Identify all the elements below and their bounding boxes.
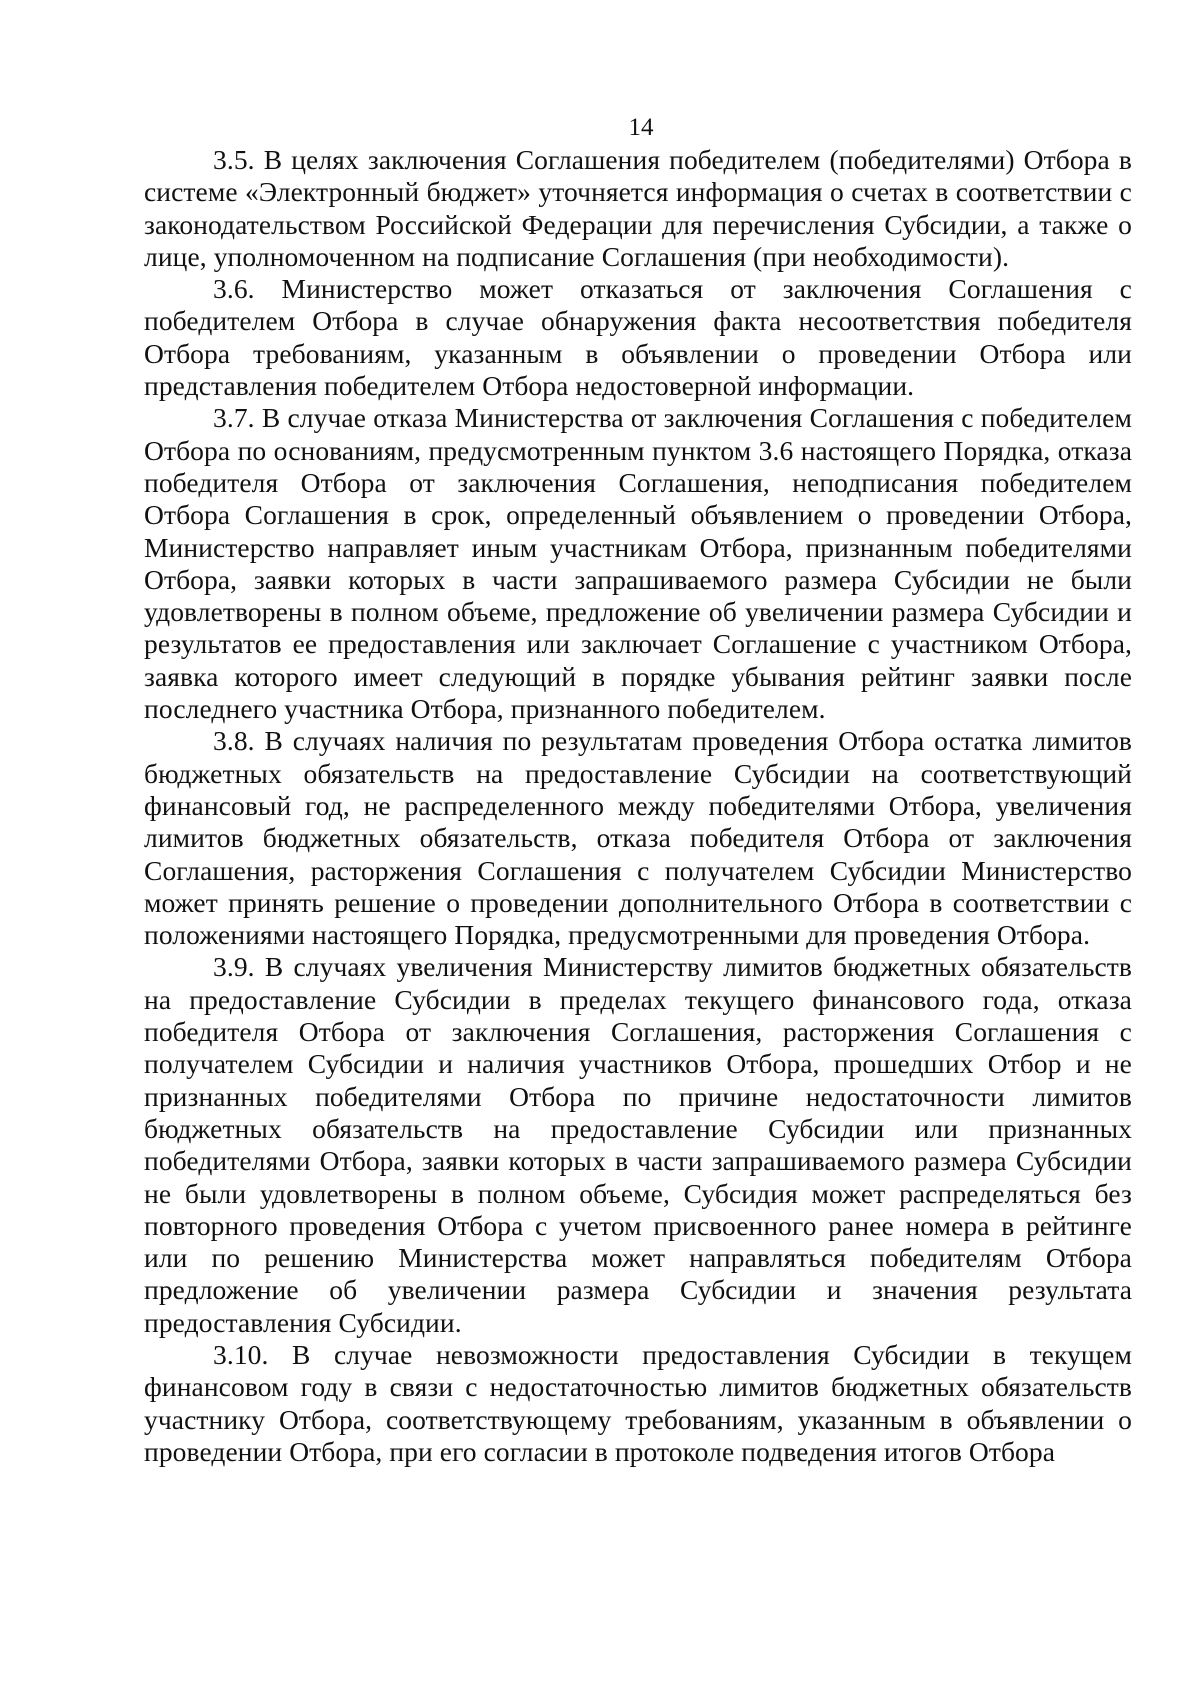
paragraph-3-9: 3.9. В случаях увеличения Министерству лимитов бюджетных обязательств на предоставление Субсидии в пределах текущего финансового года, отказа победителя Отбора от заключения Соглашения, расторжения Соглашения с получателем Субсидии и наличия участников Отбора, прошедших Отбор и не признанных победителями Отбора по причине недостаточности лимитов бюджетных обязательств на предоставление Субсидии или признанных победителями Отбора, заявки которых в части запрашиваемого размера Субсидии не были удовлетворены в полном объеме, Субсидия может распределяться без повторного проведения Отбора с учетом присвоенного ранее номера в рейтинге или по решению Министерства может направляться победителям Отбора предложение об увеличении размера Субсидии и значения результата предоставления Субсидии. bbox=[144, 951, 1132, 1338]
paragraph-3-5: 3.5. В целях заключения Соглашения победителем (победителями) Отбора в системе «Электронный бюджет» уточняется информация о счетах в соответствии с законодательством Российской Федерации для перечисления Субсидии, а также о лице, уполномоченном на подписание Соглашения (при необходимости). bbox=[144, 144, 1132, 272]
paragraph-3-8: 3.8. В случаях наличия по результатам проведения Отбора остатка лимитов бюджетных обязательств на предоставление Субсидии на соответствующий финансовый год, не распределенного между победителями Отбора, увеличения лимитов бюджетных обязательств, отказа победителя Отбора от заключения Соглашения, расторжения Соглашения с получателем Субсидии Министерство может принять решение о проведении дополнительного Отбора в соответствии с положениями настоящего Порядка, предусмотренными для проведения Отбора. bbox=[144, 725, 1132, 951]
paragraph-3-7: 3.7. В случае отказа Министерства от заключения Соглашения с победителем Отбора по основаниям, предусмотренным пунктом 3.6 настоящего Порядка, отказа победителя Отбора от заключения Соглашения, неподписания победителем Отбора Соглашения в срок, определенный объявлением о проведении Отбора, Министерство направляет иным участникам Отбора, признанным победителями Отбора, заявки которых в части запрашиваемого размера Субсидии не были удовлетворены в полном объеме, предложение об увеличении размера Субсидии и результатов ее предоставления или заключает Соглашение с участником Отбора, заявка которого имеет следующий в порядке убывания рейтинг заявки после последнего участника Отбора, признанного победителем. bbox=[144, 402, 1132, 725]
document-body bbox=[144, 144, 1132, 1468]
page-number: 14 bbox=[628, 114, 654, 141]
paragraph-3-6: 3.6. Министерство может отказаться от заключения Соглашения с победителем Отбора в случае обнаружения факта несоответствия победителя Отбора требованиям, указанным в объявлении о проведении Отбора или представления победителем Отбора недостоверной информации. bbox=[144, 273, 1132, 402]
paragraph-3-10: 3.10. В случае невозможности предоставления Субсидии в текущем финансовом году в связи с недостаточностью лимитов бюджетных обязательств участнику Отбора, соответствующему требованиям, указанным в объявлении о проведении Отбора, при его согласии в протоколе подведения итогов Отбора bbox=[144, 1338, 1132, 1467]
